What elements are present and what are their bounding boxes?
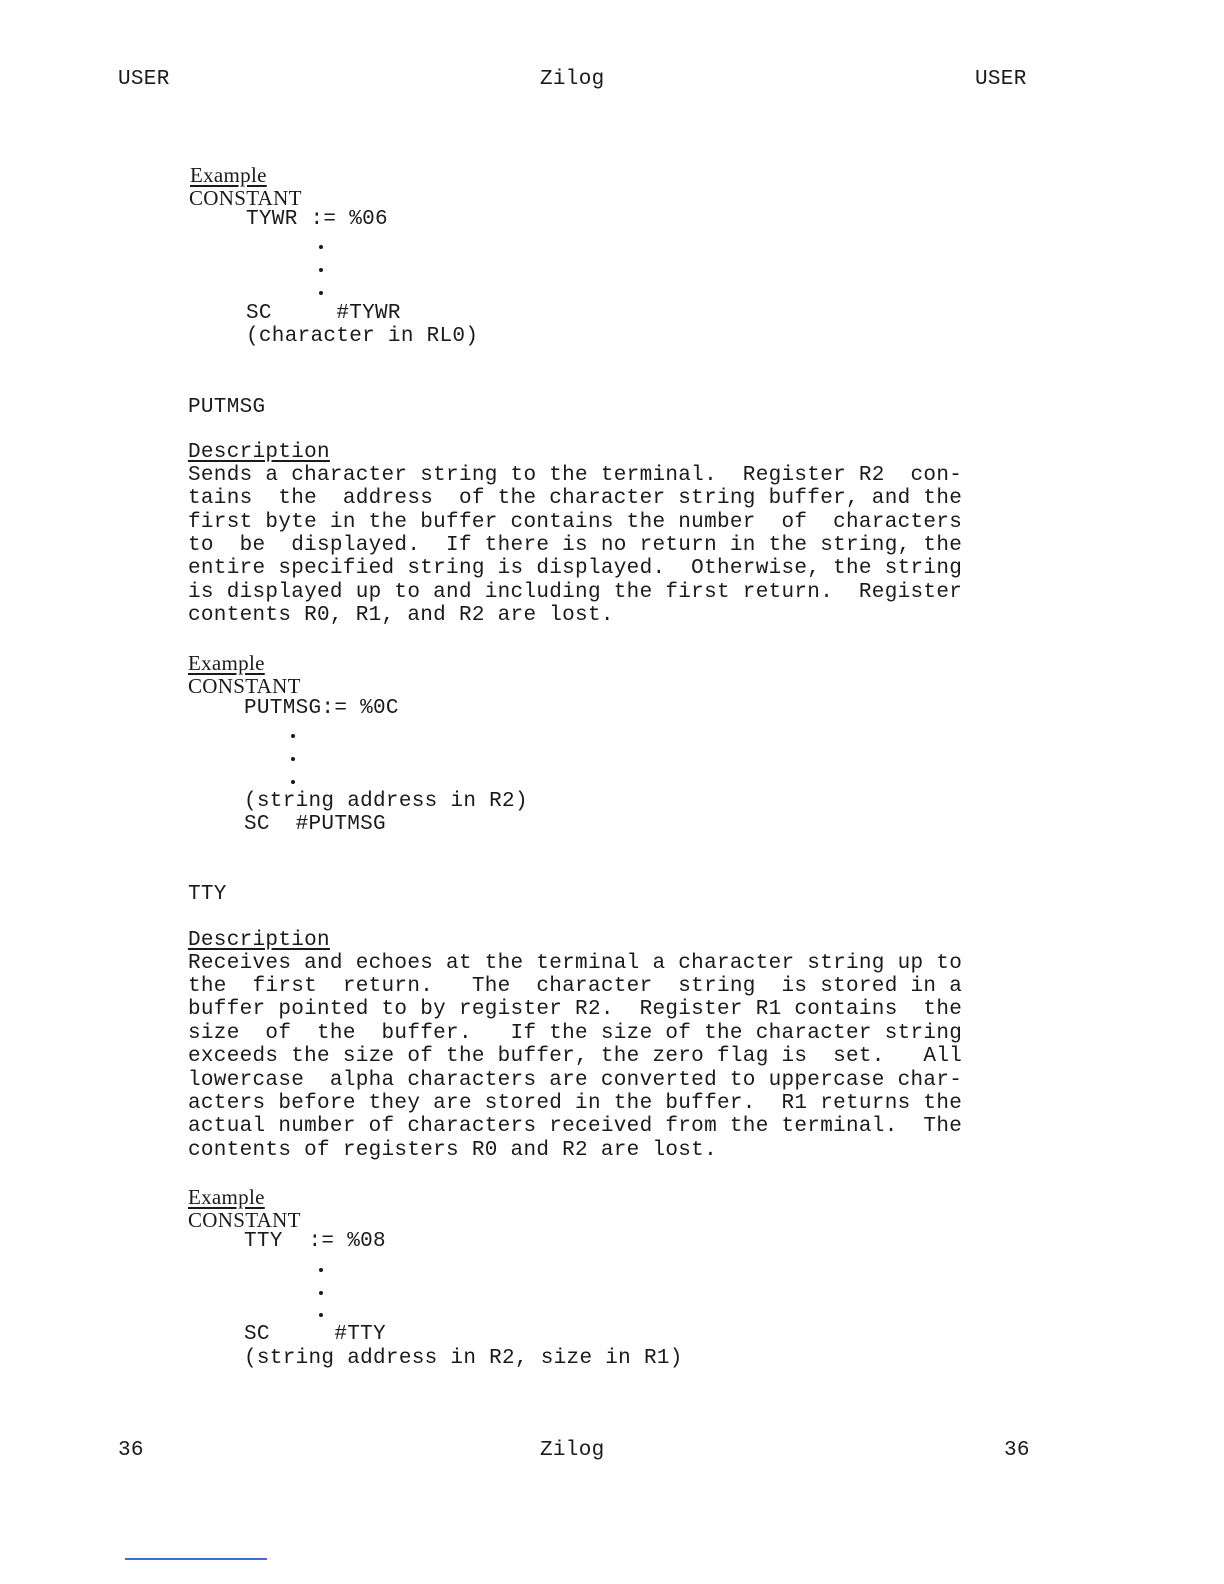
desc-line: first byte in the buffer contains the number of characters — [188, 511, 963, 534]
header-left: USER — [118, 68, 170, 91]
description-heading: Description — [188, 929, 330, 952]
ellipsis-dot — [319, 1313, 323, 1317]
example-heading: Example — [190, 163, 267, 187]
constant-keyword: CONSTANT — [188, 674, 301, 698]
ellipsis-dot — [319, 291, 323, 295]
desc-line: buffer pointed to by register R2. Register R1 contains the — [188, 998, 963, 1021]
section-title: TTY — [188, 883, 227, 906]
desc-line: actual number of characters received from the terminal. The — [188, 1115, 963, 1138]
header-center: Zilog — [540, 68, 605, 91]
header-right: USER — [975, 68, 1027, 91]
code-line: TYWR := %06 — [246, 208, 388, 231]
bottom-rule — [125, 1558, 267, 1560]
code-line: TTY := %08 — [244, 1230, 386, 1253]
constant-keyword: CONSTANT — [189, 186, 302, 210]
desc-line: acters before they are stored in the buffer. R1 returns the — [188, 1092, 963, 1115]
ellipsis-dot — [319, 1291, 323, 1295]
ellipsis-dot — [291, 780, 295, 784]
desc-line: the first return. The character string is stored in a — [188, 975, 963, 998]
ellipsis-dot — [291, 757, 295, 761]
ellipsis-dot — [319, 268, 323, 272]
ellipsis-dot — [319, 245, 323, 249]
code-line: SC #PUTMSG — [244, 813, 386, 836]
code-line: SC #TTY — [244, 1323, 386, 1346]
desc-line: entire specified string is displayed. Otherwise, the string — [188, 557, 963, 580]
ellipsis-dot — [291, 734, 295, 738]
description-heading: Description — [188, 441, 330, 464]
desc-line: Receives and echoes at the terminal a character string up to — [188, 952, 963, 975]
desc-line: size of the buffer. If the size of the character string — [188, 1022, 963, 1045]
code-comment: (string address in R2, size in R1) — [244, 1347, 683, 1370]
footer-page-number-right: 36 — [1004, 1439, 1030, 1462]
desc-line: Sends a character string to the terminal. Register R2 con- — [188, 464, 963, 487]
example-heading: Example — [188, 651, 265, 675]
footer-center: Zilog — [540, 1439, 605, 1462]
desc-line: is displayed up to and including the first return. Register — [188, 581, 963, 604]
footer-page-number-left: 36 — [118, 1439, 144, 1462]
code-comment: (string address in R2) — [244, 790, 528, 813]
desc-line: tains the address of the character string buffer, and the — [188, 487, 963, 510]
ellipsis-dot — [319, 1268, 323, 1272]
desc-line: contents of registers R0 and R2 are lost. — [188, 1139, 717, 1162]
code-line: SC #TYWR — [246, 302, 401, 325]
desc-line: exceeds the size of the buffer, the zero flag is set. All — [188, 1045, 963, 1068]
desc-line: contents R0, R1, and R2 are lost. — [188, 604, 614, 627]
constant-keyword: CONSTANT — [188, 1208, 301, 1232]
code-comment: (character in RL0) — [246, 325, 479, 348]
code-line: PUTMSG:= %0C — [244, 697, 399, 720]
desc-line: to be displayed. If there is no return in the string, the — [188, 534, 963, 557]
desc-line: lowercase alpha characters are converted to uppercase char- — [188, 1069, 963, 1092]
example-heading: Example — [188, 1185, 265, 1209]
section-title: PUTMSG — [188, 396, 266, 419]
